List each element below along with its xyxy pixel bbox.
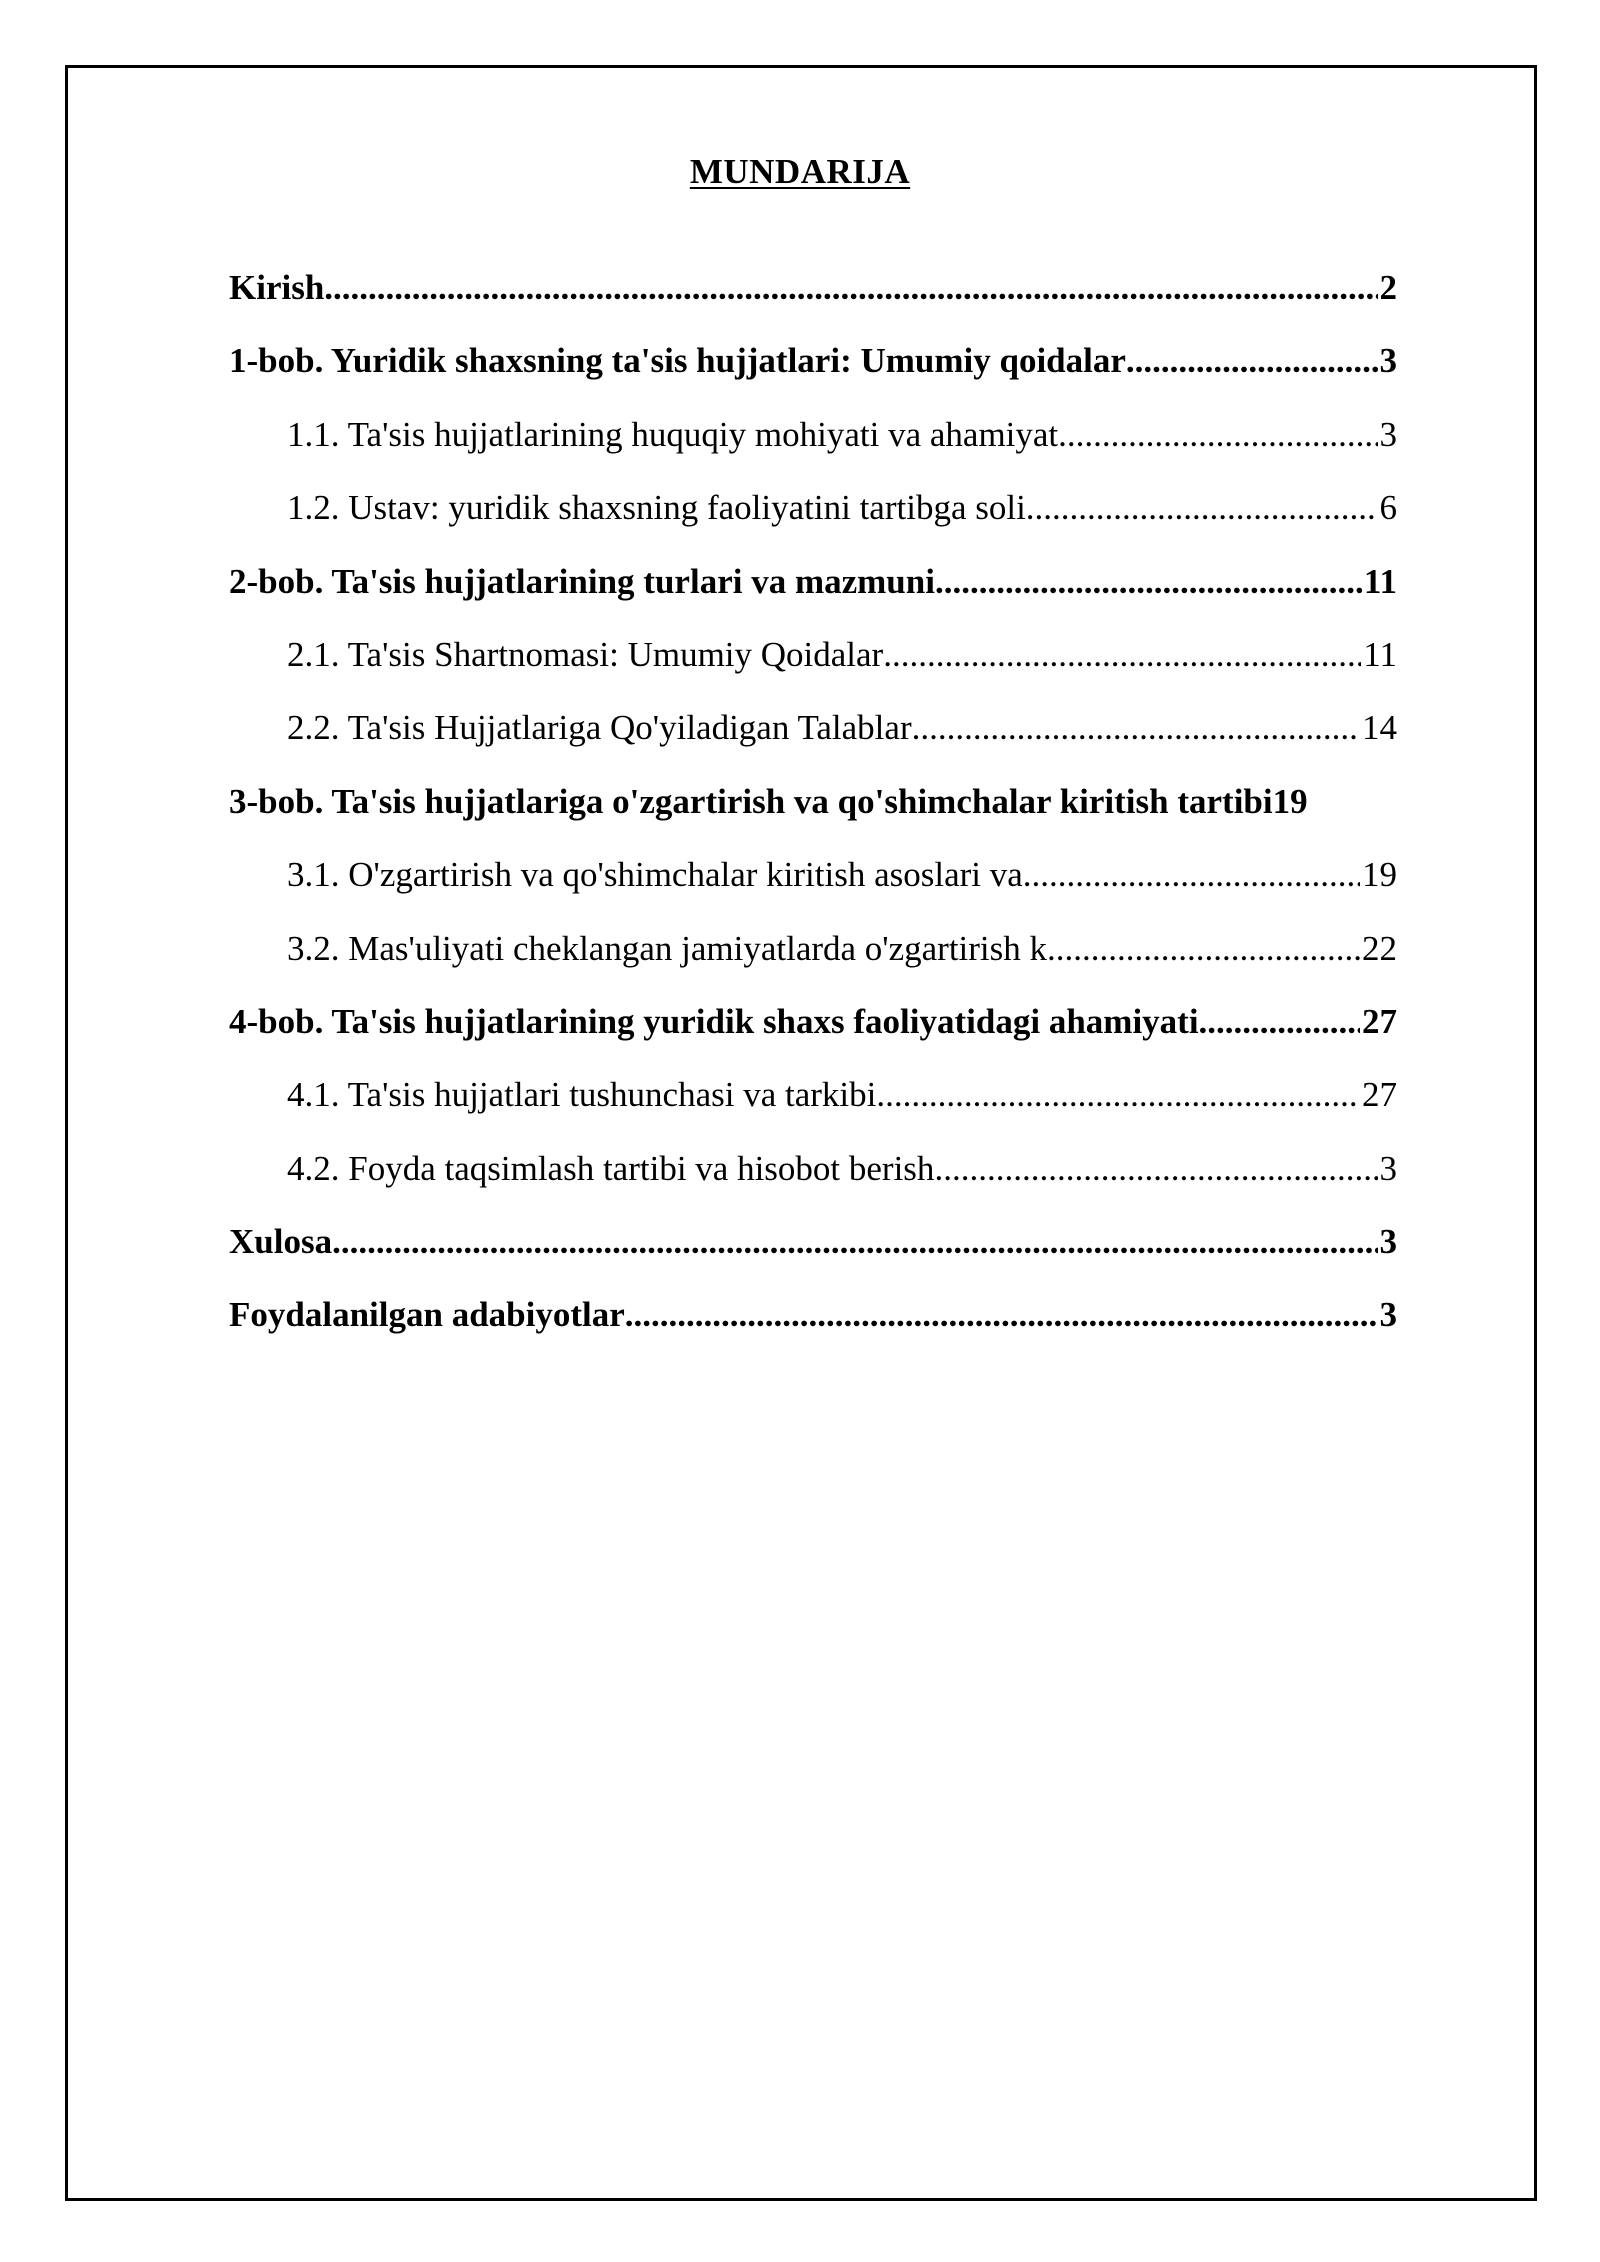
toc-entry-references[interactable]: [229, 1289, 1397, 1362]
toc-leader-dots: [1058, 409, 1377, 461]
toc-entry-page: 3: [1379, 1148, 1397, 1188]
toc-entry-label: Kirish: [229, 268, 325, 307]
toc-entry-page: 3: [1379, 414, 1397, 454]
toc-entry-section-4-1[interactable]: [229, 1069, 1397, 1142]
toc-entry-page: 2: [1379, 268, 1397, 307]
toc-entry-label: 2.2. Ta'sis Hujjatlariga Qo'yiladigan Talablar: [287, 708, 912, 748]
toc-entry-page: 3: [1379, 1222, 1397, 1262]
toc-entry-page: 14: [1362, 708, 1397, 748]
toc-entry-label: 4-bob. Ta'sis hujjatlarining yuridik shaxs faoliyatidagi ahamiyati: [229, 1001, 1199, 1041]
toc-entry-section-3-2[interactable]: [229, 923, 1397, 996]
toc-entry-page: 6: [1379, 488, 1397, 528]
toc-entry-label: 2-bob. Ta'sis hujjatlarining turlari va mazmuni: [229, 561, 935, 601]
toc-entry-page: 3: [1379, 341, 1397, 381]
table-of-contents: [229, 262, 1397, 1363]
toc-entry-label: 1-bob. Yuridik shaxsning ta'sis hujjatlari: Umumiy qoidalar: [229, 341, 1126, 381]
toc-entry-page: 27: [1362, 1075, 1397, 1115]
toc-entry-chapter-4[interactable]: [229, 996, 1397, 1069]
toc-leader-dots: [1199, 996, 1360, 1048]
toc-entry-chapter-3[interactable]: [229, 776, 1397, 849]
toc-entry-xulosa[interactable]: [229, 1216, 1397, 1289]
toc-entry-page: 19: [1362, 855, 1397, 895]
toc-entry-section-1-2[interactable]: [229, 482, 1397, 555]
toc-leader-dots: [935, 556, 1362, 608]
toc-entry-chapter-1[interactable]: [229, 335, 1397, 408]
toc-entry-section-3-1[interactable]: [229, 849, 1397, 922]
toc-entry-section-2-2[interactable]: [229, 702, 1397, 775]
toc-entry-section-4-2[interactable]: [229, 1143, 1397, 1216]
toc-entry-page: 19: [1272, 781, 1308, 821]
toc-entry-label: Foydalanilgan adabiyotlar: [229, 1295, 625, 1335]
toc-leader-dots: [883, 629, 1361, 681]
toc-entry-label: 4.1. Ta'sis hujjatlari tushunchasi va tarkibi: [287, 1075, 877, 1115]
toc-leader-dots: [625, 1289, 1378, 1341]
toc-entry-label: 4.2. Foyda taqsimlash tartibi va hisobot berish: [287, 1148, 935, 1188]
toc-entry-label: 2.1. Ta'sis Shartnomasi: Umumiy Qoidalar: [287, 634, 884, 674]
toc-entry-page: 3: [1379, 1295, 1397, 1335]
toc-entry-section-1-1[interactable]: [229, 409, 1397, 482]
toc-leader-dots: [324, 262, 1377, 314]
toc-entry-label: 3.1. O'zgartirish va qo'shimchalar kiritish asoslari va: [287, 855, 1023, 895]
toc-leader-dots: [1023, 849, 1360, 901]
toc-leader-dots: [332, 1216, 1377, 1268]
toc-entry-label: Xulosa: [229, 1222, 333, 1262]
toc-entry-section-2-1[interactable]: [229, 629, 1397, 702]
toc-leader-dots: [912, 702, 1360, 754]
toc-entry-kirish[interactable]: [229, 262, 1397, 335]
toc-leader-dots: [876, 1069, 1360, 1121]
toc-leader-dots: [1026, 482, 1378, 534]
toc-entry-label: 3.2. Mas'uliyati cheklangan jamiyatlarda o'zgartirish k: [287, 928, 1048, 968]
toc-entry-chapter-2[interactable]: [229, 556, 1397, 629]
toc-entry-page: 27: [1362, 1001, 1397, 1041]
toc-entry-page: 11: [1363, 561, 1397, 601]
toc-entry-page: 22: [1362, 928, 1397, 968]
toc-entry-label: 3-bob. Ta'sis hujjatlariga o'zgartirish va qo'shimchalar kiritish tartibi: [229, 781, 1273, 821]
toc-leader-dots: [1047, 923, 1360, 975]
toc-leader-dots: [1126, 335, 1378, 387]
toc-entry-label: 1.1. Ta'sis hujjatlarining huquqiy mohiyati va ahamiyat: [287, 414, 1059, 454]
page-title: MUNDARIJA: [689, 152, 911, 191]
toc-leader-dots: [934, 1143, 1377, 1195]
toc-entry-label: 1.2. Ustav: yuridik shaxsning faoliyatini tartibga soli: [287, 488, 1026, 528]
toc-entry-page: 11: [1363, 634, 1397, 674]
